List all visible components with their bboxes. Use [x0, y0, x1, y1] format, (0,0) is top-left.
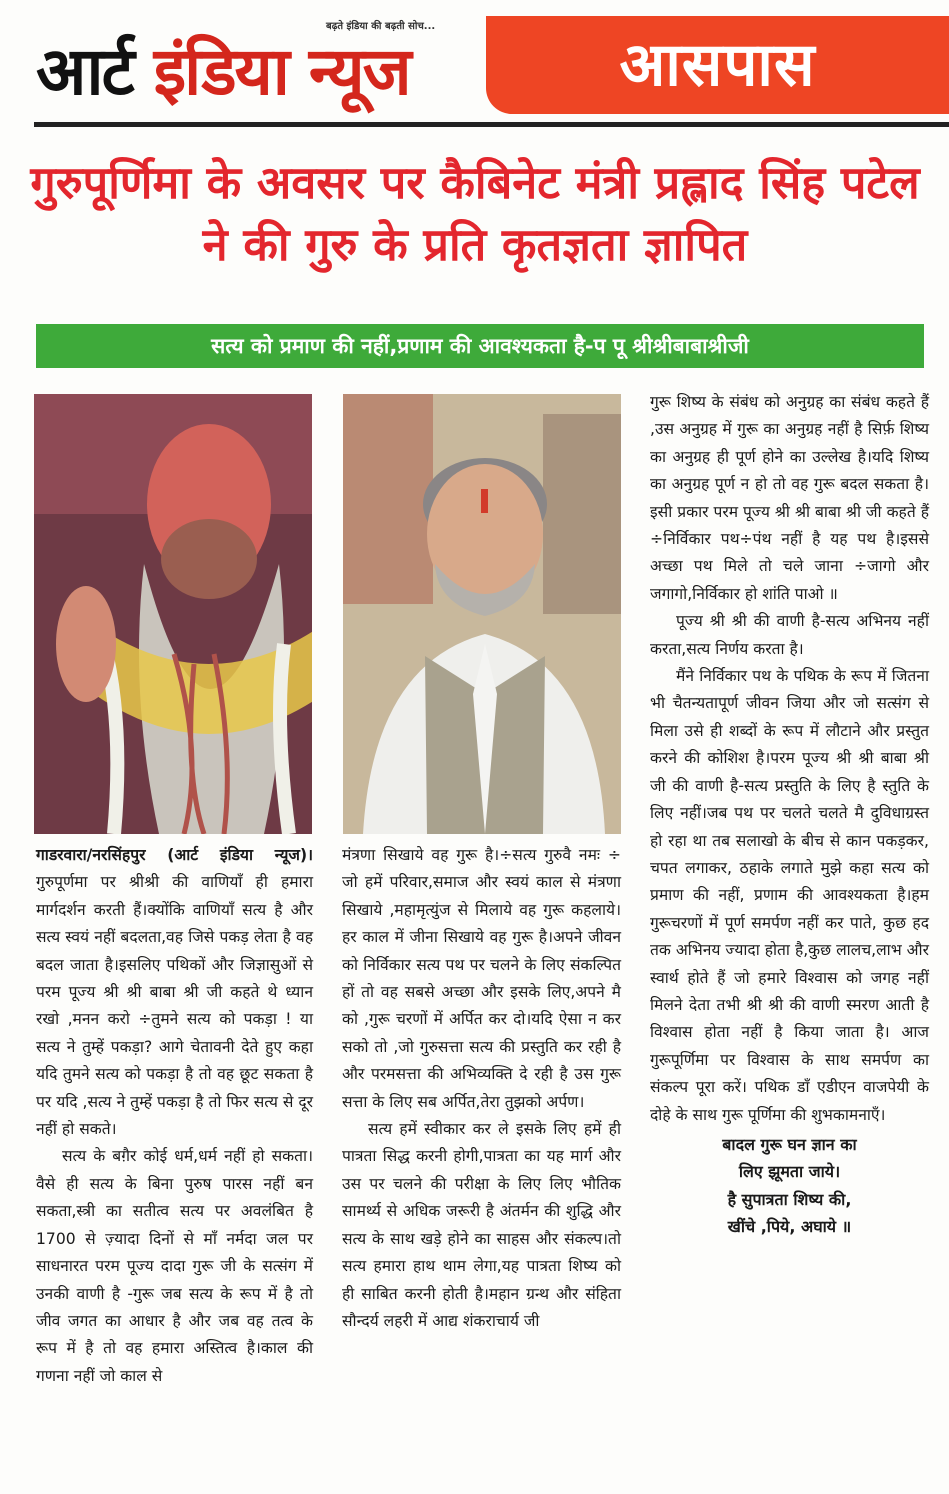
article-column-1 — [36, 842, 313, 1390]
newspaper-logo — [36, 14, 486, 114]
couplet-line: खींचे ,पिये, अघाये ॥ — [727, 1217, 852, 1237]
closing-couplet — [650, 1131, 929, 1241]
section-label: आसपास — [619, 30, 816, 100]
article-paragraph: मैंने निर्विकार पथ के पथिक के रूप में जितना भी चैतन्यतापूर्ण जीवन जिया और जो सत्संग से मिला उसे ही शब्दों के रूप में लौटाने और प्रस्तुत करने की कोशिश है।परम पूज्य श्री श्री बाबा श्री जी की वाणी है-सत्य प्रस्तुति के लिए है स्तुति के लिए नहीं।जब पथ पर चलते चलते मै दुविधाग्रस्त हो रहा था तब सलाखो के बीच से कान पकड़कर, चपत लगाकर, ठहाके लगाते मुझे कहा सत्य को प्रमाण की नहीं, प्रणाम की आवश्यकता है।हम गुरूचरणों में पूर्ण समर्पण नहीं कर पाते, कुछ हद तक अभिनय ज्यादा होता है,कुछ लालच,लाभ और स्वार्थ होते हैं जो हमारे विश्वास को जगह नहीं मिलने देता तभी श्री श्री की वाणी स्मरण आती है विश्वास होता नहीं है किया जाता है। आज गुरूपूर्णिमा पर विश्वास के साथ समर्पण का संकल्प पूरा करें। पथिक डॉं एडीएन वाजपेयी के दोहे के साथ गुरू पूर्णिमा की शुभकामनाएँ। — [650, 667, 929, 1124]
photo-saint-portrait — [34, 394, 312, 834]
logo-tagline: बढ़ते इंडिया की बढ़ती सोच... — [326, 21, 436, 32]
logo-wordmark — [36, 32, 410, 112]
photo-minister-portrait — [343, 394, 621, 834]
logo-word-india-news: इंडिया न्यूज — [153, 33, 410, 110]
masthead-divider — [34, 122, 949, 127]
article-paragraph — [36, 842, 313, 1143]
dateline: गाडरवारा/नरसिंहपुर (आर्ट इंडिया न्यूज)। — [36, 846, 313, 864]
article-paragraph: सत्य हमें स्वीकार कर ले इसके लिए हमें ही पात्रता सिद्ध करनी होगी,पात्रता का यह मार्ग और उस पर चलने की परीक्षा के लिए लिए भौतिक सामर्थ्य से अधिक जरूरी है अंतर्मन की शुद्धि और सत्य के साथ खड़े होने का साहस और संकल्प।तो सत्य हमारा हाथ थाम लेगा,यह पात्रता शिष्य को ही साबित करनी होती है।महान ग्रन्थ और संहिता सौन्दर्य लहरी में आद्य शंकराचार्य जी — [342, 1120, 621, 1330]
minister-illustration — [343, 394, 621, 834]
couplet-line: लिए झूमता जाये। — [738, 1162, 841, 1182]
article-paragraph: गुरू शिष्य के संबंध को अनुग्रह का संबंध कहते हैं ,उस अनुग्रह में गुरू का अनुग्रह नहीं है सिर्फ़ शिष्य का अनुग्रह ही पूर्ण होने का उल्लेख है।यदि शिष्य का अनुग्रह पूर्ण न हो तो वह गुरू बदल सकता है।इसी प्रकार परम पूज्य श्री श्री बाबा श्री जी कहते हैं ÷निर्विकार पथ÷पंथ नहीं है यह पथ है।इससे अच्छा पथ मिले तो चले जाना ÷जागो और जगागो,निर्विकार हो शांति पाओ ॥ — [650, 393, 929, 603]
masthead — [0, 0, 949, 130]
section-banner — [486, 16, 949, 114]
couplet-line: है सुपात्रता शिष्य की, — [727, 1189, 852, 1209]
paragraph-text: गुरुपूर्णमा पर श्रीश्री की वाणियाँ ही हमारा मार्गदर्शन करती हैं।क्योंकि वाणियाँ सत्य है और सत्य स्वयं नहीं बदलता,वह जिसे पकड़ लेता है वह बदल जाता है।इसलिए पथिकों और जिज्ञासुओं से परम पूज्य श्री श्री बाबा श्री जी कहते थे ध्यान रखो ,मनन करो ÷तुमने सत्य को पकड़ा ! या सत्य ने तुम्हें पकड़ा? आगे चेतावनी देते हुए कहा यदि तुमने सत्य को पकड़ा है तो वह छूट सकता है पर यदि ,सत्य ने तुम्हें पकड़ा है तो फिर सत्य से दूर नहीं हो सकते। — [36, 873, 313, 1139]
article-column-2 — [342, 842, 621, 1335]
article-column-3 — [650, 389, 929, 1241]
article-paragraph: मंत्रणा सिखाये वह गुरू है।÷सत्य गुरुवै नमः ÷ जो हमें परिवार,समाज और स्वयं काल से मंत्रणा सिखाये ,महामृत्युंज से मिलाये वह गुरू कहलाये।हर काल में जीना सिखाये वह गुरू है।अपने जीवन को निर्विकार सत्य पथ पर चलने के लिए संकल्पित हों तो वह सबसे अच्छा और इसके लिए,अपने मै को ,गुरू चरणों में अर्पित कर दो।यदि ऐसा न कर सको तो ,जो गुरुसत्ता सत्य की प्रस्तुति कर रही है और परमसत्ता की अभिव्यक्ति दे रही है उस गुरू सत्ता के लिए सब अर्पित,तेरा तुझको अर्पण। — [342, 846, 621, 1111]
saint-illustration — [34, 394, 312, 834]
logo-word-art: आर्ट — [36, 33, 133, 110]
subheadline-banner: सत्य को प्रमाण की नहीं,प्रणाम की आवश्यकता है-प पू श्रीश्रीबाबाश्रीजी — [36, 324, 924, 368]
headline: गुरुपूर्णिमा के अवसर पर कैबिनेट मंत्री प्रह्लाद सिंह पटेल ने की गुरु के प्रति कृतज्ञता ज्ञापित — [30, 156, 920, 271]
couplet-line: बादल गुरू घन ज्ञान का — [722, 1134, 857, 1154]
article-paragraph: पूज्य श्री श्री की वाणी है-सत्य अभिनय नहीं करता,सत्य निर्णय करता है। — [650, 612, 929, 658]
article-paragraph: सत्य के बग़ैर कोई धर्म,धर्म नहीं हो सकता।वैसे ही सत्य के बिना पुरुष पारस नहीं बन सकता,स्त्री का सतीत्व सत्य पर अवलंबित है 1700 से ज़्यादा दिनों से माँ नर्मदा जल पर साधनारत परम पूज्य दादा गुरू जी के सत्संग में उनकी वाणी है -गुरू जब सत्य के रूप में है तो जीव जगत का आधार है और जब वह तत्व के रूप में है तो वह हमारा अस्तित्व है।काल की गणना नहीं जो काल से — [36, 1147, 313, 1385]
